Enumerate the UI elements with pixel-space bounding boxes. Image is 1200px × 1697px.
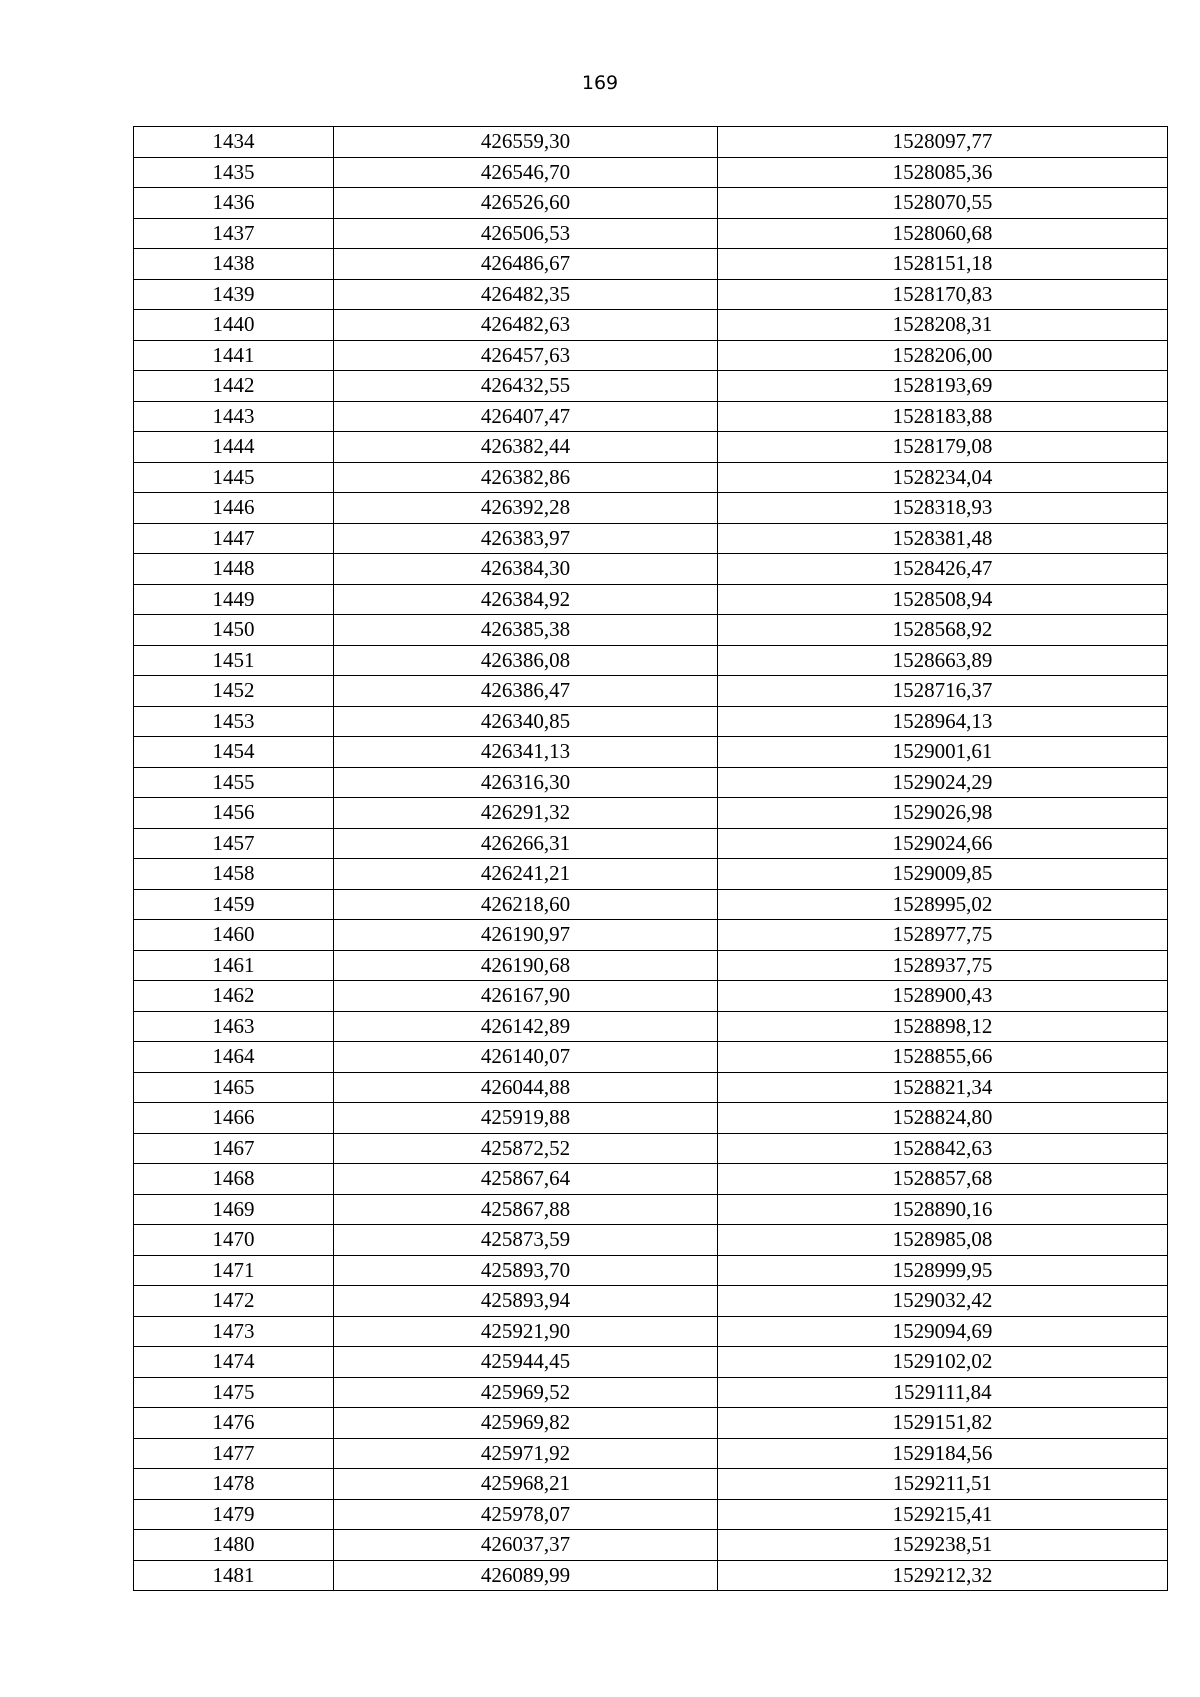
y-coordinate-cell: 1528183,88 <box>718 401 1168 432</box>
point-number-cell: 1466 <box>134 1103 334 1134</box>
y-coordinate-cell: 1529102,02 <box>718 1347 1168 1378</box>
table-row <box>134 340 1168 371</box>
point-number-cell: 1471 <box>134 1255 334 1286</box>
table-row <box>134 1194 1168 1225</box>
point-number-cell: 1472 <box>134 1286 334 1317</box>
x-coordinate-cell: 426140,07 <box>334 1042 718 1073</box>
y-coordinate-cell: 1528663,89 <box>718 645 1168 676</box>
x-coordinate-cell: 426407,47 <box>334 401 718 432</box>
table-row <box>134 249 1168 280</box>
point-number-cell: 1474 <box>134 1347 334 1378</box>
table-row <box>134 950 1168 981</box>
point-number-cell: 1454 <box>134 737 334 768</box>
point-number-cell: 1442 <box>134 371 334 402</box>
point-number-cell: 1473 <box>134 1316 334 1347</box>
y-coordinate-cell: 1528234,04 <box>718 462 1168 493</box>
page-number: 169 <box>581 72 619 94</box>
y-coordinate-cell: 1528151,18 <box>718 249 1168 280</box>
x-coordinate-cell: 426340,85 <box>334 706 718 737</box>
y-coordinate-cell: 1528508,94 <box>718 584 1168 615</box>
table-row <box>134 127 1168 158</box>
x-coordinate-cell: 426482,63 <box>334 310 718 341</box>
x-coordinate-cell: 425872,52 <box>334 1133 718 1164</box>
table-row <box>134 554 1168 585</box>
point-number-cell: 1479 <box>134 1499 334 1530</box>
y-coordinate-cell: 1528842,63 <box>718 1133 1168 1164</box>
table-row <box>134 645 1168 676</box>
table-row <box>134 1072 1168 1103</box>
point-number-cell: 1455 <box>134 767 334 798</box>
x-coordinate-cell: 426316,30 <box>334 767 718 798</box>
x-coordinate-cell: 426382,44 <box>334 432 718 463</box>
y-coordinate-cell: 1528964,13 <box>718 706 1168 737</box>
table-row <box>134 279 1168 310</box>
y-coordinate-cell: 1528179,08 <box>718 432 1168 463</box>
table-row <box>134 889 1168 920</box>
x-coordinate-cell: 426385,38 <box>334 615 718 646</box>
point-number-cell: 1449 <box>134 584 334 615</box>
x-coordinate-cell: 426382,86 <box>334 462 718 493</box>
y-coordinate-cell: 1528097,77 <box>718 127 1168 158</box>
table-row <box>134 1560 1168 1591</box>
point-number-cell: 1437 <box>134 218 334 249</box>
x-coordinate-cell: 426291,32 <box>334 798 718 829</box>
table-row <box>134 1103 1168 1134</box>
x-coordinate-cell: 425971,92 <box>334 1438 718 1469</box>
x-coordinate-cell: 426241,21 <box>334 859 718 890</box>
y-coordinate-cell: 1528898,12 <box>718 1011 1168 1042</box>
point-number-cell: 1460 <box>134 920 334 951</box>
point-number-cell: 1441 <box>134 340 334 371</box>
coordinates-table <box>133 126 1168 1591</box>
y-coordinate-cell: 1528206,00 <box>718 340 1168 371</box>
y-coordinate-cell: 1528318,93 <box>718 493 1168 524</box>
x-coordinate-cell: 426482,35 <box>334 279 718 310</box>
x-coordinate-cell: 426044,88 <box>334 1072 718 1103</box>
x-coordinate-cell: 426432,55 <box>334 371 718 402</box>
x-coordinate-cell: 426383,97 <box>334 523 718 554</box>
table-row <box>134 1286 1168 1317</box>
table-row <box>134 798 1168 829</box>
point-number-cell: 1461 <box>134 950 334 981</box>
y-coordinate-cell: 1528999,95 <box>718 1255 1168 1286</box>
y-coordinate-cell: 1528985,08 <box>718 1225 1168 1256</box>
coordinates-table-body <box>134 127 1168 1591</box>
point-number-cell: 1445 <box>134 462 334 493</box>
point-number-cell: 1446 <box>134 493 334 524</box>
x-coordinate-cell: 425893,94 <box>334 1286 718 1317</box>
x-coordinate-cell: 425919,88 <box>334 1103 718 1134</box>
point-number-cell: 1440 <box>134 310 334 341</box>
x-coordinate-cell: 426384,30 <box>334 554 718 585</box>
table-row <box>134 1255 1168 1286</box>
y-coordinate-cell: 1529184,56 <box>718 1438 1168 1469</box>
y-coordinate-cell: 1528857,68 <box>718 1164 1168 1195</box>
table-row <box>134 523 1168 554</box>
x-coordinate-cell: 426559,30 <box>334 127 718 158</box>
table-row <box>134 1530 1168 1561</box>
y-coordinate-cell: 1529026,98 <box>718 798 1168 829</box>
table-row <box>134 310 1168 341</box>
x-coordinate-cell: 425968,21 <box>334 1469 718 1500</box>
x-coordinate-cell: 426089,99 <box>334 1560 718 1591</box>
table-row <box>134 1316 1168 1347</box>
table-row <box>134 1408 1168 1439</box>
x-coordinate-cell: 425867,64 <box>334 1164 718 1195</box>
point-number-cell: 1470 <box>134 1225 334 1256</box>
point-number-cell: 1447 <box>134 523 334 554</box>
x-coordinate-cell: 426384,92 <box>334 584 718 615</box>
y-coordinate-cell: 1528426,47 <box>718 554 1168 585</box>
y-coordinate-cell: 1529215,41 <box>718 1499 1168 1530</box>
y-coordinate-cell: 1529094,69 <box>718 1316 1168 1347</box>
table-row <box>134 371 1168 402</box>
table-row <box>134 584 1168 615</box>
table-row <box>134 859 1168 890</box>
point-number-cell: 1478 <box>134 1469 334 1500</box>
table-row <box>134 920 1168 951</box>
x-coordinate-cell: 426457,63 <box>334 340 718 371</box>
table-row <box>134 737 1168 768</box>
x-coordinate-cell: 426386,08 <box>334 645 718 676</box>
point-number-cell: 1481 <box>134 1560 334 1591</box>
point-number-cell: 1462 <box>134 981 334 1012</box>
x-coordinate-cell: 426526,60 <box>334 188 718 219</box>
x-coordinate-cell: 425867,88 <box>334 1194 718 1225</box>
table-row <box>134 615 1168 646</box>
point-number-cell: 1457 <box>134 828 334 859</box>
table-row <box>134 767 1168 798</box>
y-coordinate-cell: 1529238,51 <box>718 1530 1168 1561</box>
point-number-cell: 1444 <box>134 432 334 463</box>
y-coordinate-cell: 1528208,31 <box>718 310 1168 341</box>
table-row <box>134 981 1168 1012</box>
x-coordinate-cell: 425978,07 <box>334 1499 718 1530</box>
y-coordinate-cell: 1528193,69 <box>718 371 1168 402</box>
y-coordinate-cell: 1528937,75 <box>718 950 1168 981</box>
point-number-cell: 1465 <box>134 1072 334 1103</box>
table-row <box>134 401 1168 432</box>
x-coordinate-cell: 425944,45 <box>334 1347 718 1378</box>
point-number-cell: 1467 <box>134 1133 334 1164</box>
point-number-cell: 1436 <box>134 188 334 219</box>
x-coordinate-cell: 426386,47 <box>334 676 718 707</box>
y-coordinate-cell: 1528890,16 <box>718 1194 1168 1225</box>
point-number-cell: 1475 <box>134 1377 334 1408</box>
point-number-cell: 1459 <box>134 889 334 920</box>
point-number-cell: 1434 <box>134 127 334 158</box>
x-coordinate-cell: 426218,60 <box>334 889 718 920</box>
x-coordinate-cell: 426546,70 <box>334 157 718 188</box>
x-coordinate-cell: 425873,59 <box>334 1225 718 1256</box>
x-coordinate-cell: 426392,28 <box>334 493 718 524</box>
x-coordinate-cell: 426037,37 <box>334 1530 718 1561</box>
y-coordinate-cell: 1529024,29 <box>718 767 1168 798</box>
point-number-cell: 1463 <box>134 1011 334 1042</box>
y-coordinate-cell: 1529001,61 <box>718 737 1168 768</box>
table-row <box>134 1438 1168 1469</box>
point-number-cell: 1468 <box>134 1164 334 1195</box>
point-number-cell: 1456 <box>134 798 334 829</box>
table-row <box>134 218 1168 249</box>
x-coordinate-cell: 425921,90 <box>334 1316 718 1347</box>
y-coordinate-cell: 1528824,80 <box>718 1103 1168 1134</box>
x-coordinate-cell: 426190,97 <box>334 920 718 951</box>
table-row <box>134 1377 1168 1408</box>
table-row <box>134 1499 1168 1530</box>
table-row <box>134 1011 1168 1042</box>
y-coordinate-cell: 1528085,36 <box>718 157 1168 188</box>
point-number-cell: 1469 <box>134 1194 334 1225</box>
x-coordinate-cell: 426341,13 <box>334 737 718 768</box>
table-row <box>134 676 1168 707</box>
y-coordinate-cell: 1528381,48 <box>718 523 1168 554</box>
x-coordinate-cell: 426167,90 <box>334 981 718 1012</box>
y-coordinate-cell: 1528995,02 <box>718 889 1168 920</box>
point-number-cell: 1453 <box>134 706 334 737</box>
y-coordinate-cell: 1529111,84 <box>718 1377 1168 1408</box>
point-number-cell: 1458 <box>134 859 334 890</box>
table-row <box>134 188 1168 219</box>
point-number-cell: 1450 <box>134 615 334 646</box>
table-row <box>134 1469 1168 1500</box>
y-coordinate-cell: 1528821,34 <box>718 1072 1168 1103</box>
y-coordinate-cell: 1528716,37 <box>718 676 1168 707</box>
point-number-cell: 1443 <box>134 401 334 432</box>
y-coordinate-cell: 1529151,82 <box>718 1408 1168 1439</box>
point-number-cell: 1438 <box>134 249 334 280</box>
y-coordinate-cell: 1529211,51 <box>718 1469 1168 1500</box>
table-row <box>134 462 1168 493</box>
y-coordinate-cell: 1528170,83 <box>718 279 1168 310</box>
table-row <box>134 157 1168 188</box>
point-number-cell: 1477 <box>134 1438 334 1469</box>
x-coordinate-cell: 426506,53 <box>334 218 718 249</box>
table-row <box>134 706 1168 737</box>
point-number-cell: 1476 <box>134 1408 334 1439</box>
y-coordinate-cell: 1529212,32 <box>718 1560 1168 1591</box>
table-row <box>134 1042 1168 1073</box>
y-coordinate-cell: 1528568,92 <box>718 615 1168 646</box>
point-number-cell: 1448 <box>134 554 334 585</box>
table-row <box>134 1133 1168 1164</box>
y-coordinate-cell: 1528060,68 <box>718 218 1168 249</box>
x-coordinate-cell: 426266,31 <box>334 828 718 859</box>
table-row <box>134 1347 1168 1378</box>
y-coordinate-cell: 1529032,42 <box>718 1286 1168 1317</box>
y-coordinate-cell: 1528977,75 <box>718 920 1168 951</box>
table-row <box>134 1225 1168 1256</box>
x-coordinate-cell: 425969,82 <box>334 1408 718 1439</box>
y-coordinate-cell: 1529024,66 <box>718 828 1168 859</box>
x-coordinate-cell: 425893,70 <box>334 1255 718 1286</box>
y-coordinate-cell: 1529009,85 <box>718 859 1168 890</box>
x-coordinate-cell: 425969,52 <box>334 1377 718 1408</box>
x-coordinate-cell: 426142,89 <box>334 1011 718 1042</box>
point-number-cell: 1451 <box>134 645 334 676</box>
x-coordinate-cell: 426190,68 <box>334 950 718 981</box>
point-number-cell: 1480 <box>134 1530 334 1561</box>
table-row <box>134 432 1168 463</box>
y-coordinate-cell: 1528070,55 <box>718 188 1168 219</box>
x-coordinate-cell: 426486,67 <box>334 249 718 280</box>
point-number-cell: 1464 <box>134 1042 334 1073</box>
point-number-cell: 1452 <box>134 676 334 707</box>
point-number-cell: 1439 <box>134 279 334 310</box>
table-row <box>134 493 1168 524</box>
y-coordinate-cell: 1528900,43 <box>718 981 1168 1012</box>
point-number-cell: 1435 <box>134 157 334 188</box>
table-row <box>134 828 1168 859</box>
table-row <box>134 1164 1168 1195</box>
y-coordinate-cell: 1528855,66 <box>718 1042 1168 1073</box>
